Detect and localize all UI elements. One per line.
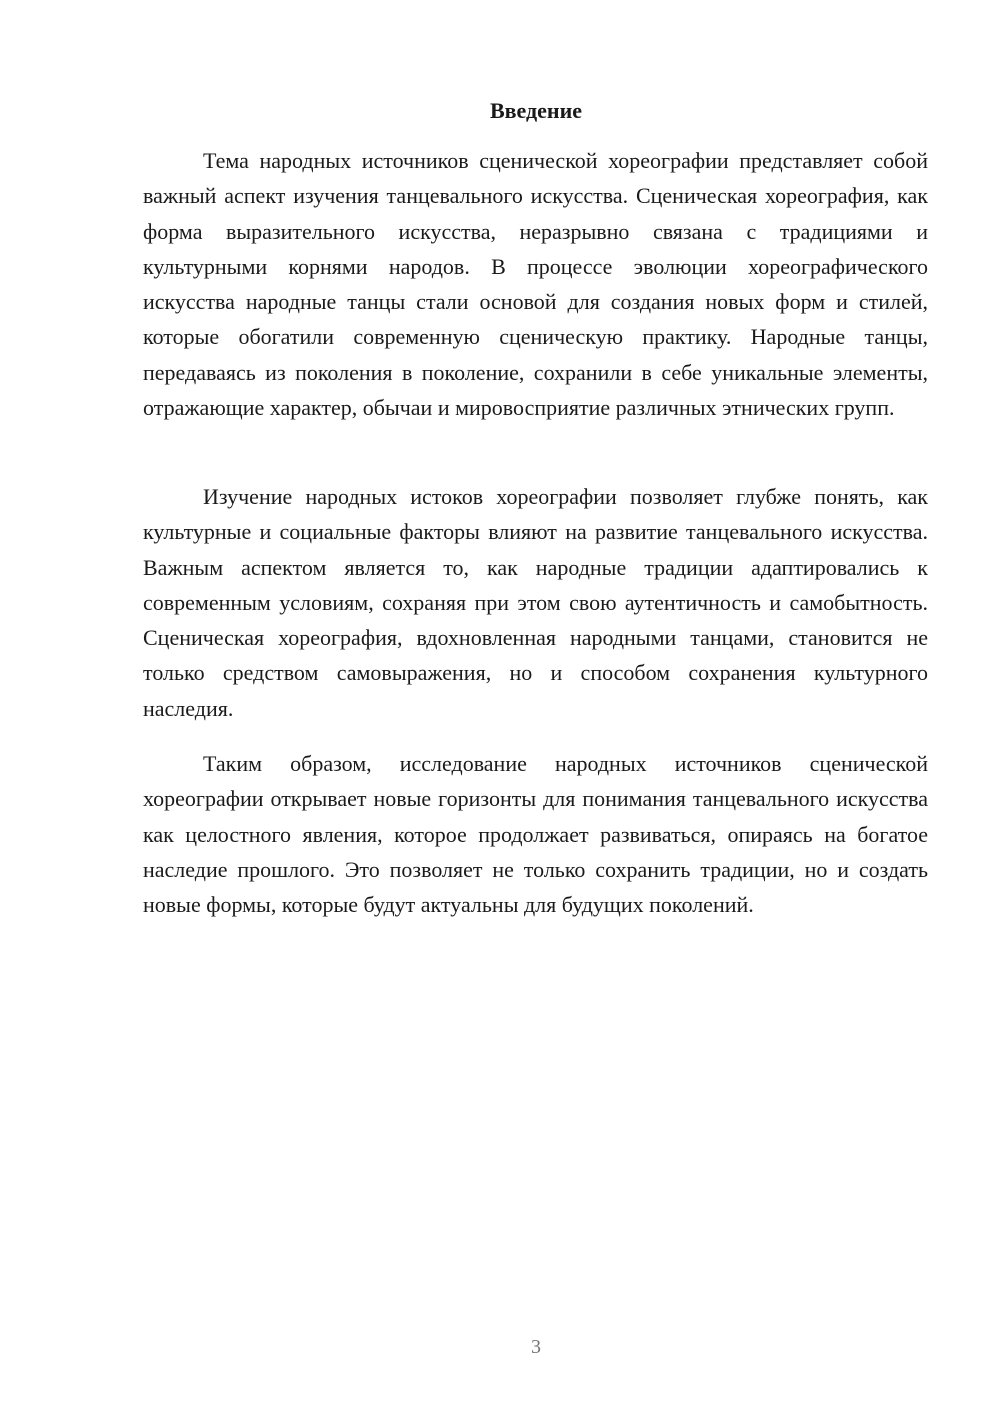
- page-number: 3: [531, 1336, 541, 1358]
- paragraph-2: Изучение народных истоков хореографии позволяет глубже понять, как культурные и социальные факторы влияют на развитие танцевального искусства. Важным аспектом является то, как народные традиции адаптировались к современным условиям, сохраняя при этом свою аутентичность и самобытность. Сценическая хореография, вдохновленная народными танцами, становится не только средством самовыражения, но и способом сохранения культурного наследия.: [143, 484, 928, 721]
- paragraph-1: Тема народных источников сценической хореографии представляет собой важный аспект изучения танцевального искусства. Сценическая хореография, как форма выразительного искусства, неразрывно связана с традициями и культурными корнями народов. В процессе эволюции хореографического искусства народные танцы стали основой для создания новых форм и стилей, которые обогатили современную сценическую практику. Народные танцы, передаваясь из поколения в поколение, сохранили в себе уникальные элементы, отражающие характер, обычаи и мировосприятие различных этнических групп.: [143, 148, 928, 421]
- paragraph-3: Таким образом, исследование народных источников сценической хореографии открывает новые горизонты для понимания танцевального искусства как целостного явления, которое продолжает развиваться, опираясь на богатое наследие прошлого. Это позволяет не только сохранить традиции, но и создать новые формы, которые будут актуальны для будущих поколений.: [143, 751, 928, 918]
- page-title: Введение: [489, 98, 583, 123]
